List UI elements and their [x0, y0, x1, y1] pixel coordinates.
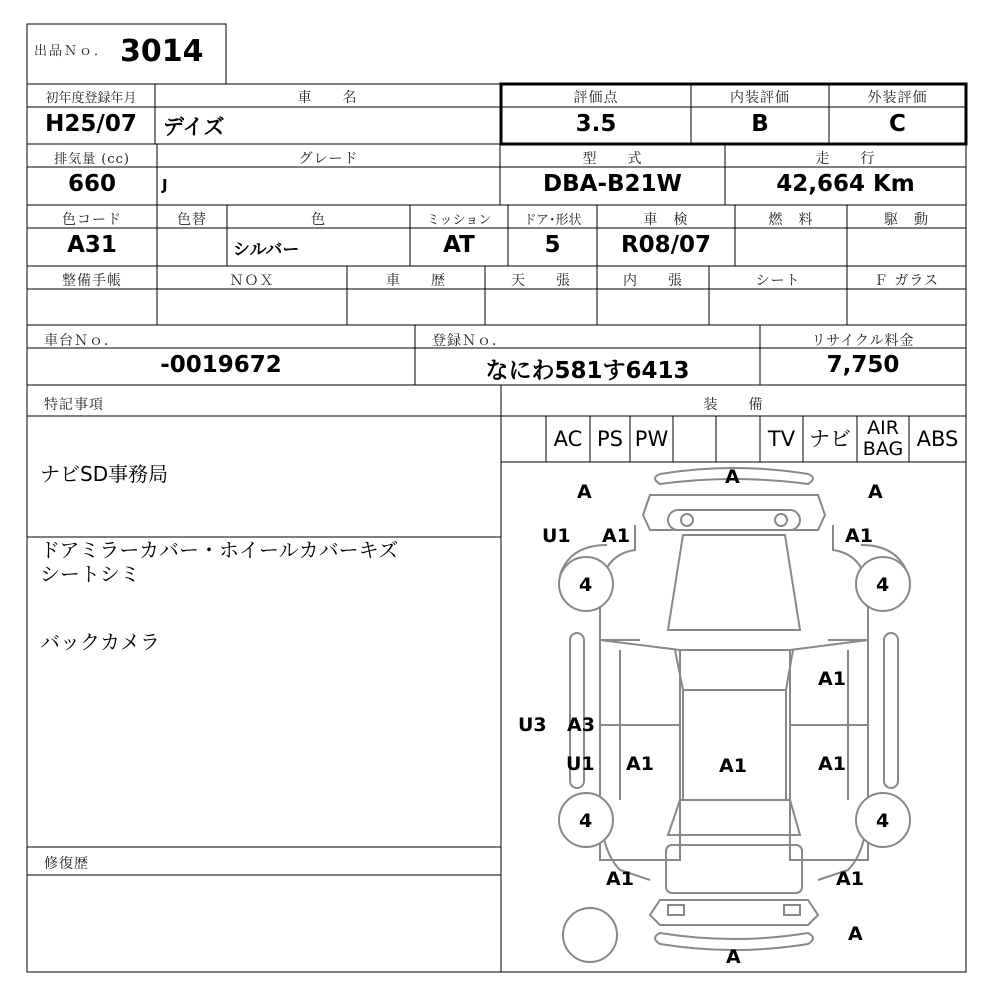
first-reg-value: H25/07: [45, 111, 137, 137]
grade-label: グレード: [298, 151, 359, 167]
mark-fender-l-u1: U1: [542, 525, 571, 547]
mark-tire-rl: 4: [579, 810, 593, 832]
displacement-label: 排気量 (cc): [54, 152, 130, 167]
mark-tire-fl: 4: [579, 574, 593, 596]
displacement-value: 660: [67, 171, 116, 197]
exterior-label: 外装評価: [867, 90, 928, 106]
car-name-value: デイズ: [163, 115, 225, 139]
equipment-item-airbag: AIR BAG: [862, 417, 904, 460]
interior-label: 内装評価: [730, 90, 790, 106]
registration-value: なにわ581す6413: [485, 358, 690, 384]
fuel-label: 燃 料: [768, 212, 814, 228]
mark-side-l-u3: U3: [518, 714, 547, 736]
nox-label: ＮＯＸ: [229, 273, 275, 289]
color-code-label: 色コード: [62, 212, 122, 228]
chassis-label: 車台Ｎｏ．: [44, 333, 119, 349]
equipment-item-navi: ナビ: [809, 427, 851, 451]
doors-label: ドア･形状: [523, 213, 582, 228]
mark-rear-r-a1: A1: [836, 868, 864, 890]
maintenance-label: 整備手帳: [62, 273, 122, 289]
color-code-value: A31: [67, 232, 117, 258]
fglass-label: Ｆ ガラス: [873, 273, 940, 289]
mileage-label: 走 行: [815, 151, 876, 167]
equipment-item-tv: TV: [767, 427, 796, 451]
note-line-2: ドアミラーカバー・ホイールカバーキズ: [40, 538, 399, 562]
doors-value: 5: [544, 232, 561, 258]
notes-title: 特記事項: [44, 397, 104, 413]
equipment-item-ps: PS: [597, 427, 623, 451]
headliner-label: 内 張: [623, 273, 683, 289]
recycle-value: 7,750: [826, 352, 900, 378]
mark-front-center: A: [725, 466, 740, 488]
mark-door-r-lower: A1: [818, 753, 846, 775]
transmission-value: AT: [443, 232, 475, 258]
mark-fender-l-a1: A1: [602, 525, 630, 547]
sunroof-label: 天 張: [511, 273, 571, 289]
seat-label: シート: [755, 273, 801, 289]
history-label: 車 歴: [386, 273, 446, 289]
registration-label: 登録Ｎｏ．: [432, 333, 507, 349]
mark-rear-l-a1: A1: [606, 868, 634, 890]
transmission-label: ミッション: [426, 213, 492, 228]
note-line-4: バックカメラ: [40, 630, 160, 654]
mark-center-a1: A1: [719, 755, 747, 777]
mark-side-l-a3: A3: [567, 714, 595, 736]
lot-number: 3014: [120, 34, 204, 69]
grade-value: J: [162, 176, 168, 194]
first-reg-label: 初年度登録年月: [45, 91, 137, 106]
note-line-1: ナビSD事務局: [40, 462, 169, 486]
mark-rear-bumper-a: A: [848, 923, 863, 945]
repaint-label: 色替: [177, 212, 207, 228]
color-label: 色: [311, 212, 326, 228]
color-value: シルバー: [233, 240, 300, 260]
model-label: 型 式: [582, 151, 643, 167]
mark-fender-r-a1: A1: [845, 525, 873, 547]
inspection-label: 車 検: [643, 212, 689, 228]
score-value: 3.5: [575, 111, 617, 137]
mark-side-l-u1: U1: [566, 753, 595, 775]
mark-rear-center-a: A: [726, 946, 741, 968]
recycle-label: リサイクル料金: [811, 333, 915, 349]
mark-side-l-a1: A1: [626, 753, 654, 775]
lot-label: 出品Ｎｏ．: [34, 44, 110, 59]
equipment-item-ac: AC: [553, 427, 583, 451]
inspection-value: R08/07: [620, 232, 712, 258]
mark-tire-rr: 4: [876, 810, 890, 832]
car-name-label: 車 名: [297, 90, 358, 106]
equipment-item-abs: ABS: [916, 427, 959, 451]
equipment-title: 装 備: [703, 397, 764, 413]
model-value: DBA-B21W: [543, 171, 682, 197]
mark-tire-fr: 4: [876, 574, 890, 596]
mark-front-left: A: [577, 481, 592, 503]
equipment-item-pw: PW: [634, 427, 669, 451]
exterior-value: C: [889, 111, 906, 137]
mark-door-r-upper: A1: [818, 668, 846, 690]
mark-front-right: A: [868, 481, 883, 503]
repair-history-title: 修復歴: [44, 856, 89, 872]
chassis-value: -0019672: [160, 352, 282, 378]
note-line-3: シートシミ: [40, 562, 140, 586]
drive-label: 駆 動: [884, 212, 929, 228]
mileage-value: 42,664 Km: [776, 171, 915, 197]
score-label: 評価点: [573, 90, 619, 106]
interior-value: B: [751, 111, 769, 137]
